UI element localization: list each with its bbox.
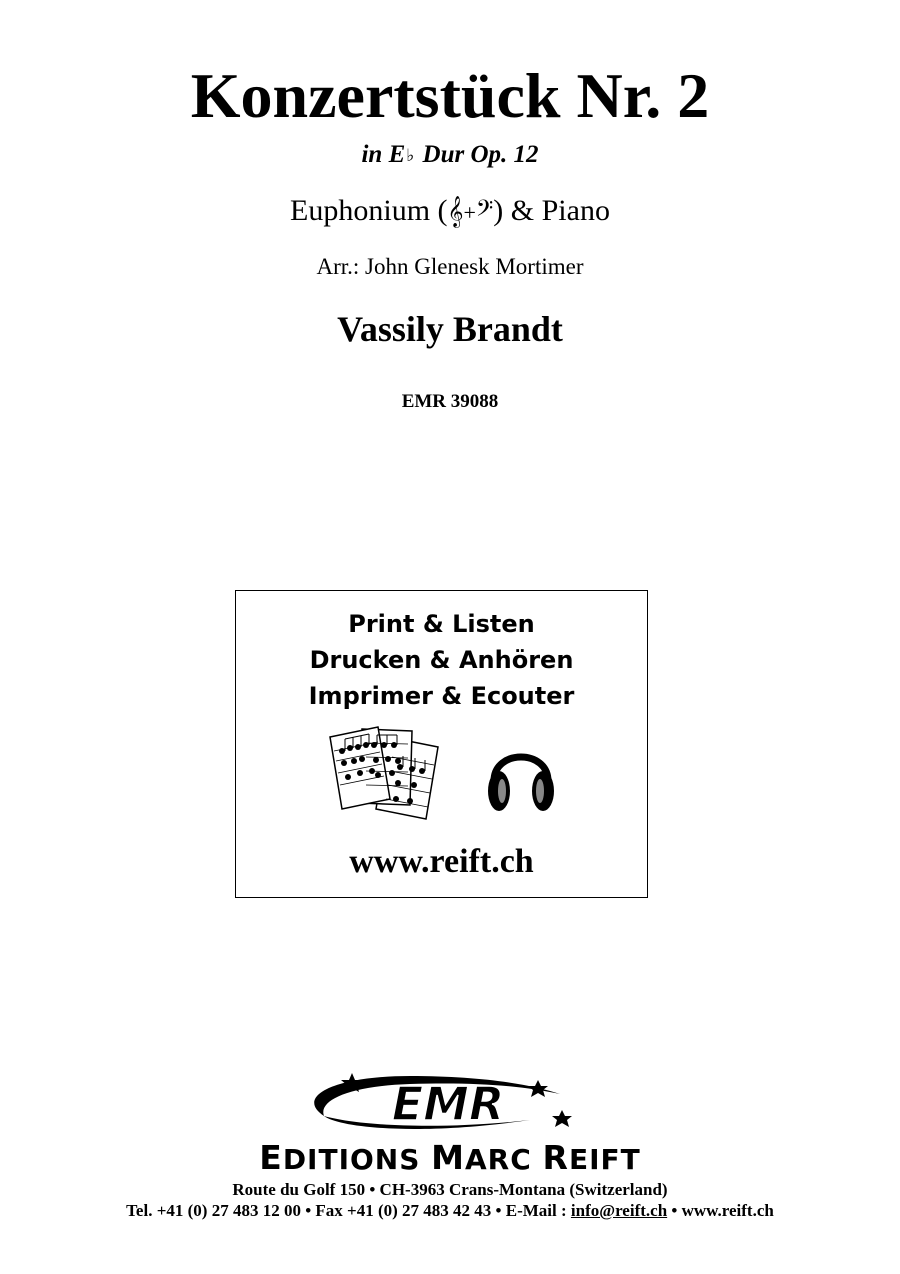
emr-logo [300,1070,600,1136]
publisher-word-arc: ARC [464,1143,543,1176]
contact-phone-fax: Tel. +41 (0) 27 483 12 00 • Fax +41 (0) 27 483 42 43 • E-Mail : [126,1201,571,1220]
publisher-contact [0,1201,900,1221]
promo-line-french: Imprimer & Ecouter [308,682,575,710]
clef-plus: + [463,200,476,225]
publisher-initial-m: M [431,1138,465,1177]
promo-line-german: Drucken & Anhören [309,646,574,674]
flat-sign: ♭ [406,146,415,165]
key-and-opus [0,140,900,171]
instrumentation-suffix: ) & Piano [493,194,610,227]
promo-line-english: Print & Listen [348,610,535,638]
headphones-icon [486,741,556,817]
publisher-address: Route du Golf 150 • CH-3963 Crans-Montana (Switzerland) [232,1180,668,1199]
contact-website: • www.reift.ch [667,1201,774,1220]
publisher-word-ditions: DITIONS [282,1143,432,1176]
arranger: Arr.: John Glenesk Mortimer [316,254,584,279]
treble-clef-icon: 𝄞 [447,196,464,227]
publisher-word-eift: EIFT [568,1143,641,1176]
print-and-listen-box [235,590,648,898]
email-link[interactable]: info@reift.ch [570,1201,668,1220]
instrumentation [0,193,900,231]
piece-title: Konzertstück Nr. 2 [190,60,710,131]
publisher-initial-e: E [259,1138,283,1177]
composer: Vassily Brandt [337,309,563,349]
sheet-music-icon [326,723,456,823]
publisher-name [0,1138,900,1177]
promo-url[interactable]: www.reift.ch [349,843,534,880]
logo-text: EMR [391,1077,505,1131]
subtitle-suffix: Dur Op. 12 [416,141,539,168]
subtitle-prefix: in E [361,141,406,168]
bass-clef-icon: 𝄢 [475,196,494,227]
publisher-initial-r: R [542,1138,569,1177]
instrumentation-prefix: Euphonium ( [290,194,448,227]
catalog-number: EMR 39088 [401,391,499,412]
